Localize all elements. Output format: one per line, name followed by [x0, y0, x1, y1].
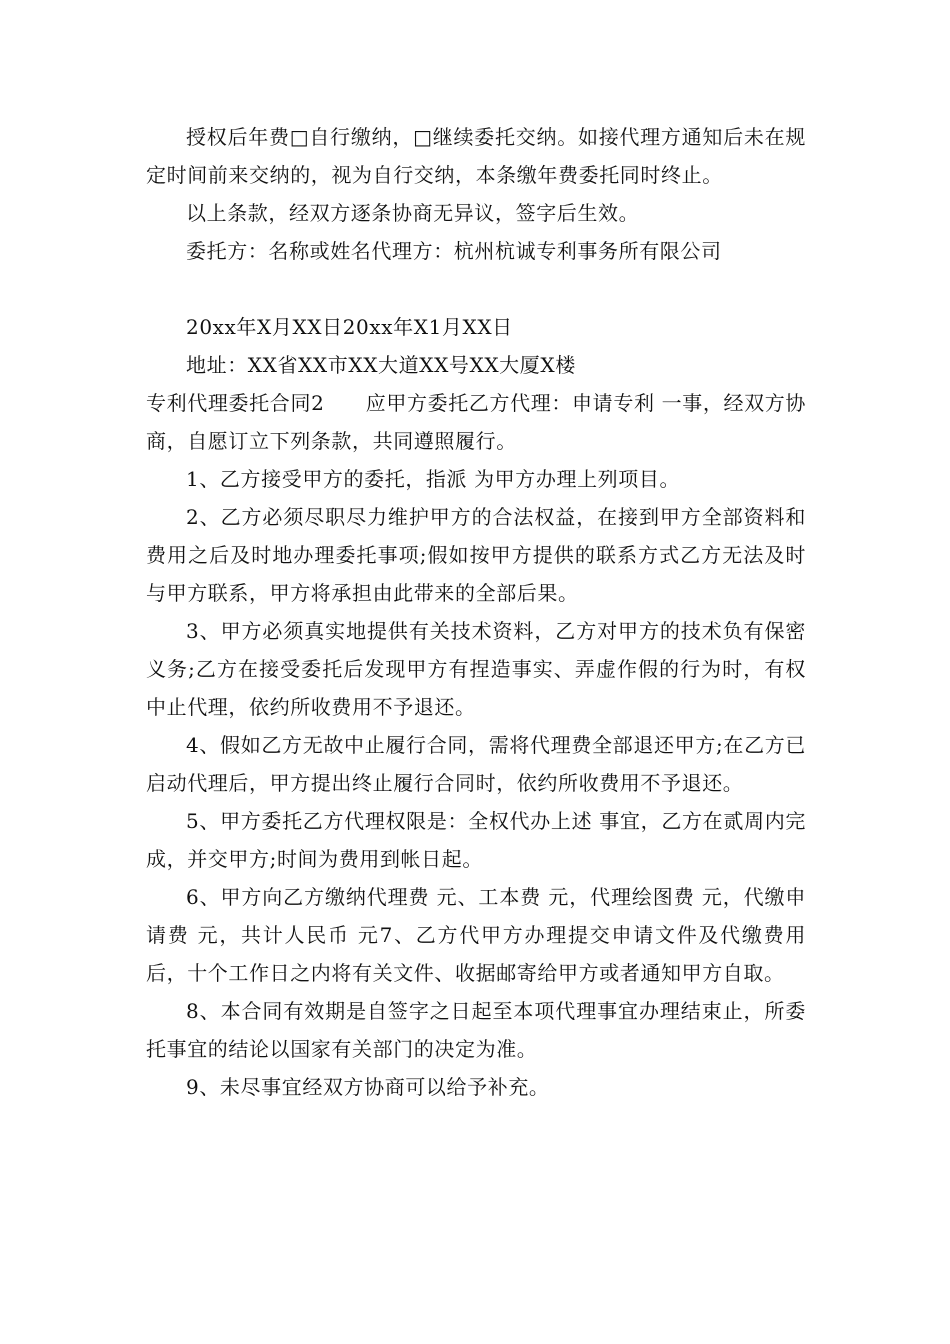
- clause-2: 2、乙方必须尽职尽力维护甲方的合法权益，在接到甲方全部资料和费用之后及时地办理委托事项;假如按甲方提供的联系方式乙方无法及时与甲方联系，甲方将承担由此带来的全部后果。: [146, 505, 806, 605]
- paragraph-parties: 委托方：名称或姓名代理方：杭州杭诚专利事务所有限公司: [186, 239, 722, 263]
- clause-1: 1、乙方接受甲方的委托，指派 为甲方办理上列项目。: [186, 467, 681, 491]
- paragraph-address: 地址：XX省XX市XX大道XX号XX大厦X楼: [186, 353, 576, 377]
- clause-6-7: 6、甲方向乙方缴纳代理费 元、工本费 元，代理绘图费 元，代缴申请费 元，共计人民币 元7、乙方代甲方办理提交申请文件及代缴费用后，十个工作日之内将有关文件、收据邮寄给甲方或者通知甲方自取。: [146, 885, 806, 985]
- paragraph-dates: 20xx年X月XX日20xx年X1月XX日: [186, 315, 513, 339]
- document-body: [146, 118, 806, 1106]
- blank-line: [146, 270, 806, 308]
- clause-4: 4、假如乙方无故中止履行合同，需将代理费全部退还甲方;在乙方已启动代理后，甲方提出终止履行合同时，依约所收费用不予退还。: [146, 733, 806, 795]
- clause-9: 9、未尽事宜经双方协商可以给予补充。: [186, 1075, 550, 1099]
- clause-3: 3、甲方必须真实地提供有关技术资料，乙方对甲方的技术负有保密义务;乙方在接受委托后发现甲方有捏造事实、弄虚作假的行为时，有权中止代理，依约所收费用不予退还。: [146, 619, 807, 719]
- paragraph-contract-2-intro: 专利代理委托合同2 应甲方委托乙方代理：申请专利 一事，经双方协商，自愿订立下列条款，共同遵照履行。: [146, 391, 806, 453]
- paragraph-agreement: 以上条款，经双方逐条协商无异议，签字后生效。: [186, 201, 640, 225]
- clause-5: 5、甲方委托乙方代理权限是：全权代办上述 事宜，乙方在贰周内完成，并交甲方;时间为费用到帐日起。: [146, 809, 806, 871]
- paragraph-annual-fee: 授权后年费□自行缴纳，□继续委托交纳。如接代理方通知后未在规定时间前来交纳的，视为自行交纳，本条缴年费委托同时终止。: [146, 125, 806, 187]
- clause-8: 8、本合同有效期是自签字之日起至本项代理事宜办理结束止，所委托事宜的结论以国家有关部门的决定为准。: [146, 999, 806, 1061]
